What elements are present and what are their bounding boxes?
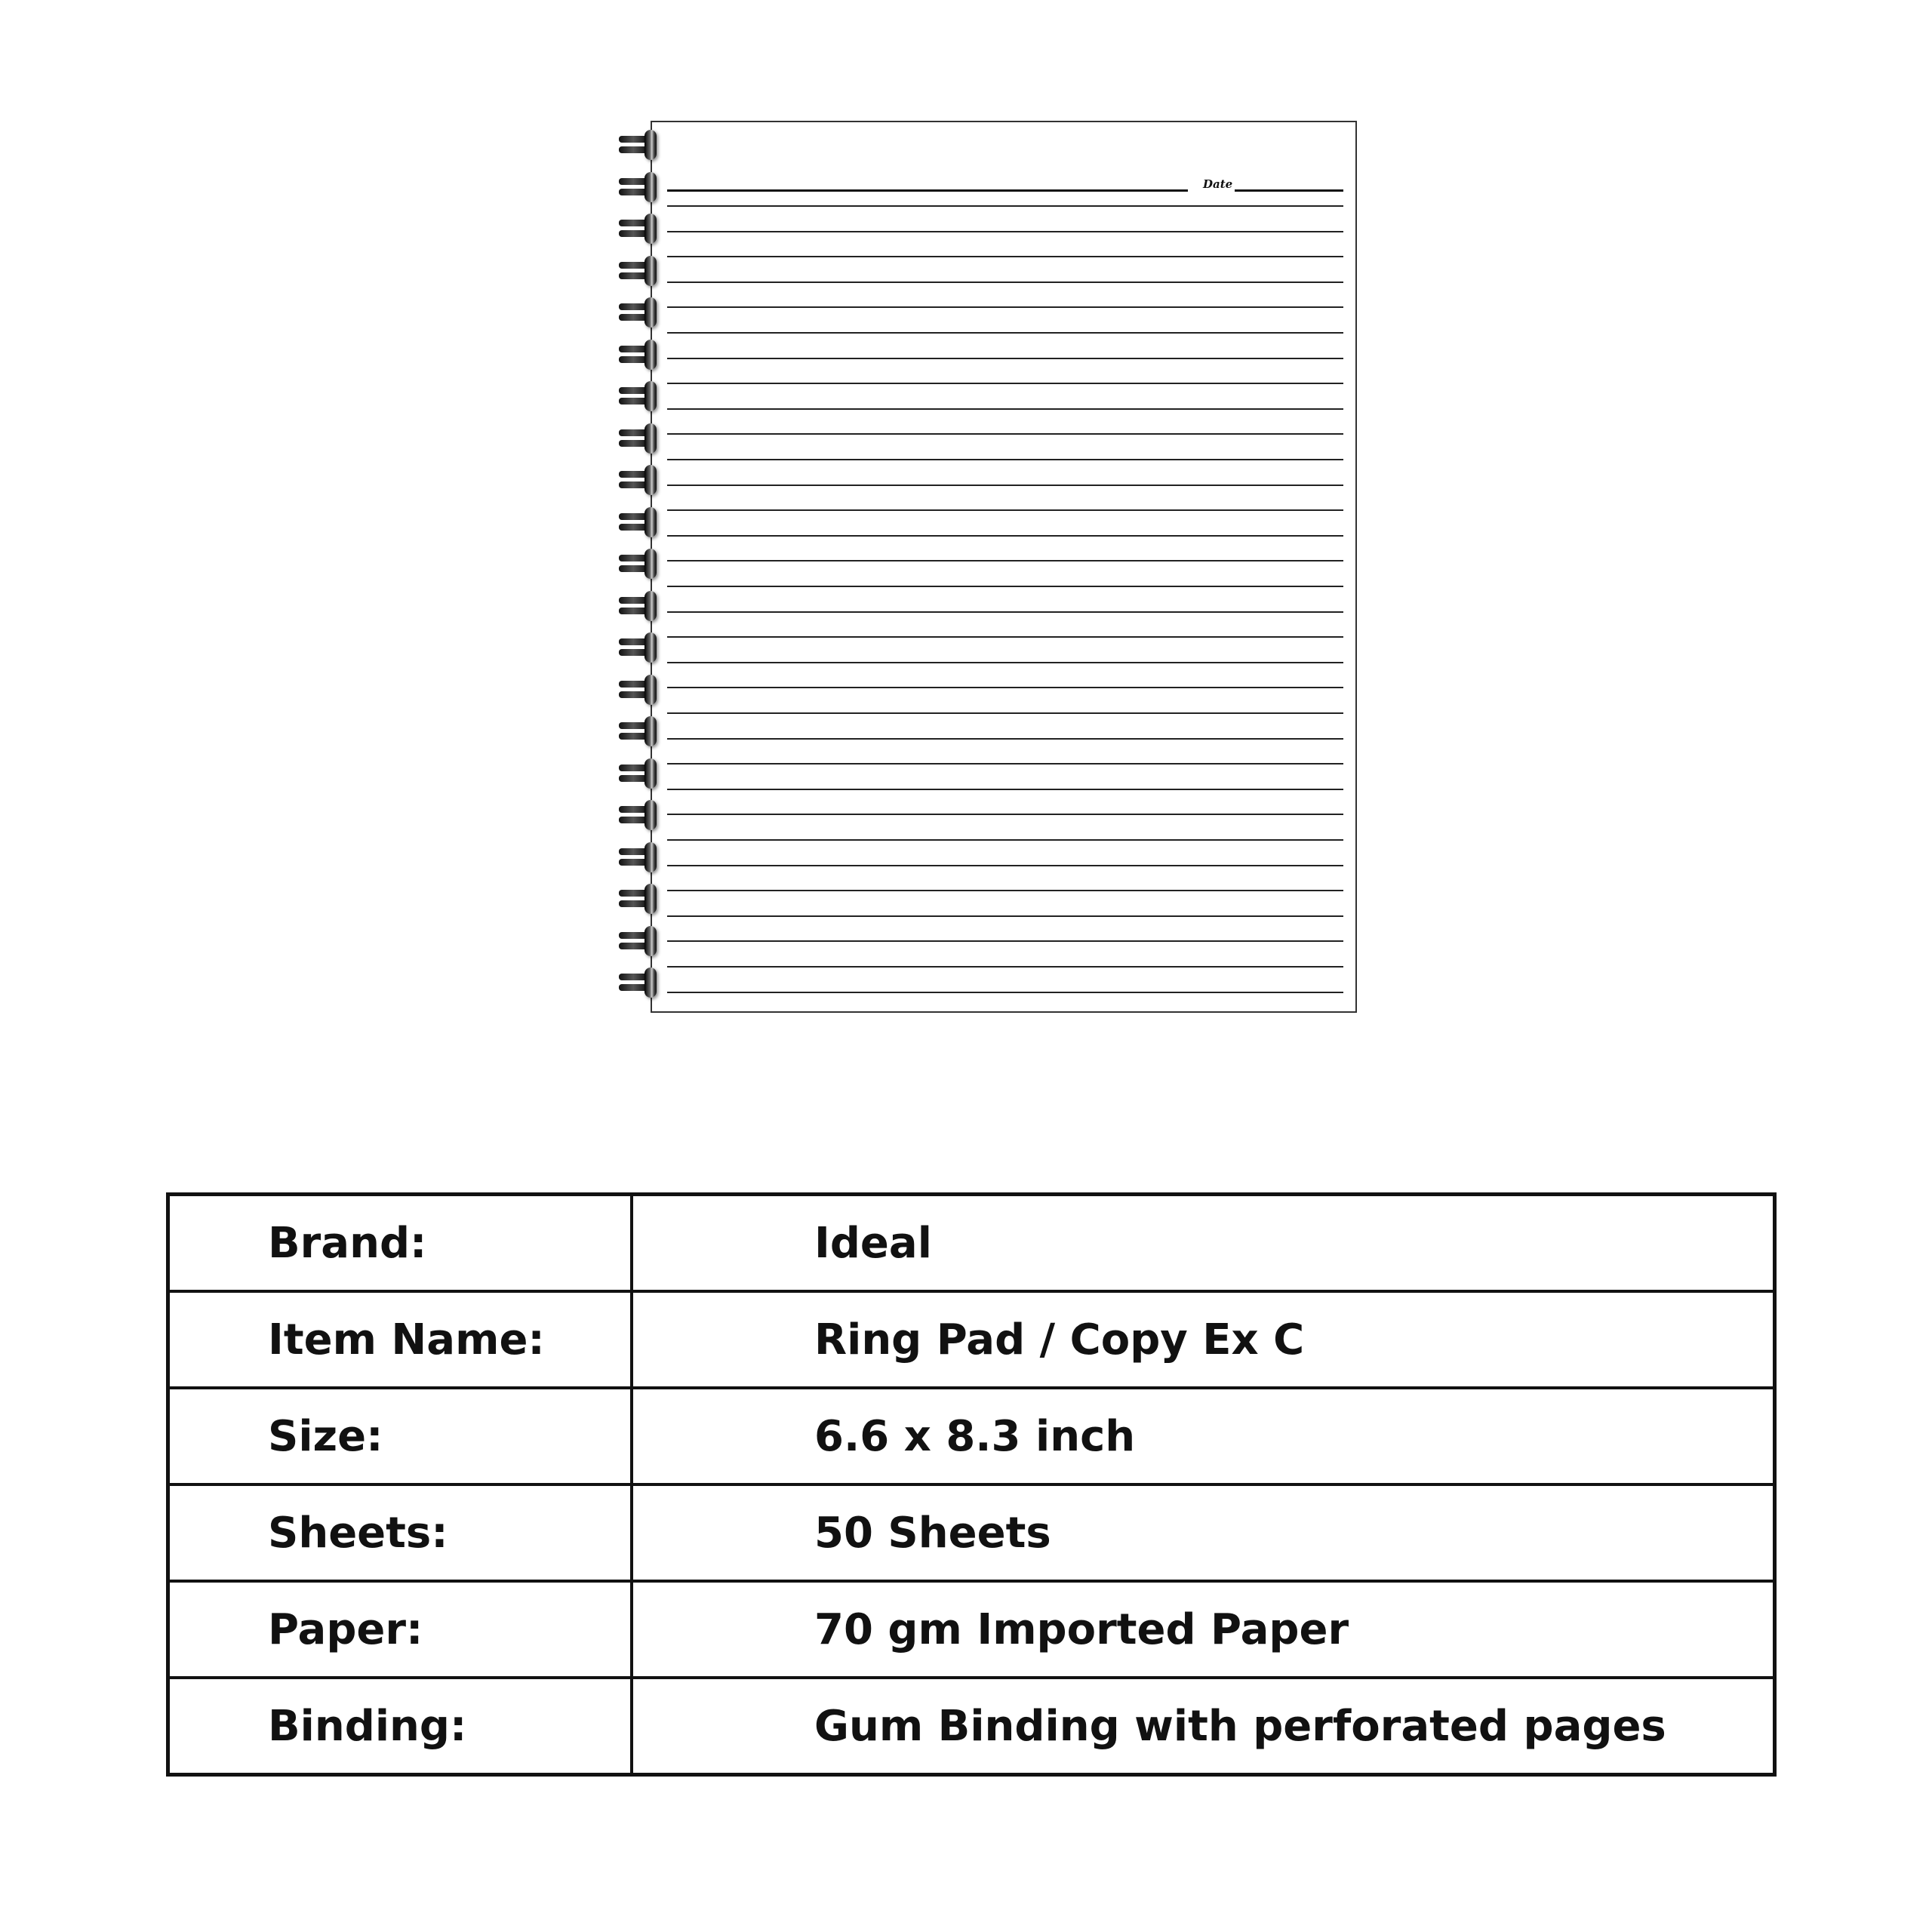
spec-value-binding: Gum Binding with perforated pages bbox=[632, 1678, 1775, 1775]
spiral-ring bbox=[619, 715, 664, 748]
spiral-ring bbox=[619, 171, 664, 204]
spec-value-sheets: 50 Sheets bbox=[632, 1484, 1775, 1581]
spiral-ring bbox=[619, 673, 664, 706]
ruled-line bbox=[667, 560, 1343, 561]
ruled-line bbox=[667, 814, 1343, 815]
spiral-ring bbox=[619, 422, 664, 455]
header-line bbox=[667, 189, 1188, 192]
ruled-line bbox=[667, 205, 1343, 207]
ruled-line bbox=[667, 433, 1343, 435]
spec-label-item-name: Item Name: bbox=[168, 1291, 632, 1388]
ruled-line bbox=[667, 966, 1343, 968]
ruled-line bbox=[667, 662, 1343, 663]
ruled-line bbox=[667, 890, 1343, 891]
ruled-line bbox=[667, 231, 1343, 232]
spiral-ring bbox=[619, 338, 664, 371]
spiral-ring bbox=[619, 798, 664, 832]
spiral-ring bbox=[619, 841, 664, 874]
spec-table bbox=[166, 1192, 1777, 1777]
date-row bbox=[667, 177, 1343, 192]
ruled-line bbox=[667, 383, 1343, 384]
ruled-line bbox=[667, 408, 1343, 410]
table-row bbox=[168, 1678, 1775, 1775]
spec-value-paper: 70 gm Imported Paper bbox=[632, 1581, 1775, 1678]
spiral-ring bbox=[619, 924, 664, 958]
ruled-line bbox=[667, 535, 1343, 537]
ruled-line bbox=[667, 915, 1343, 917]
ruled-line bbox=[667, 636, 1343, 638]
ruled-page bbox=[651, 121, 1357, 1013]
spiral-ring bbox=[619, 547, 664, 580]
ruled-line bbox=[667, 281, 1343, 283]
spec-label-sheets: Sheets: bbox=[168, 1484, 632, 1581]
spiral-ring bbox=[619, 380, 664, 413]
spec-label-binding: Binding: bbox=[168, 1678, 632, 1775]
ruled-line bbox=[667, 358, 1343, 359]
ruled-line bbox=[667, 611, 1343, 613]
table-row bbox=[168, 1484, 1775, 1581]
spec-value-size: 6.6 x 8.3 inch bbox=[632, 1388, 1775, 1484]
ruled-line bbox=[667, 940, 1343, 942]
ruled-line bbox=[667, 712, 1343, 714]
table-row bbox=[168, 1291, 1775, 1388]
spiral-ring bbox=[619, 463, 664, 497]
ruled-line bbox=[667, 839, 1343, 841]
notebook-illustration bbox=[619, 121, 1330, 1016]
table-row bbox=[168, 1581, 1775, 1678]
spec-label-size: Size: bbox=[168, 1388, 632, 1484]
ruled-line bbox=[667, 459, 1343, 460]
spec-label-paper: Paper: bbox=[168, 1581, 632, 1678]
ruled-line bbox=[667, 738, 1343, 740]
spiral-ring bbox=[619, 296, 664, 329]
spiral-ring bbox=[619, 254, 664, 288]
table-row bbox=[168, 1388, 1775, 1484]
ruled-line bbox=[667, 865, 1343, 866]
ruled-line bbox=[667, 485, 1343, 486]
date-line bbox=[1235, 189, 1343, 192]
spiral-ring bbox=[619, 212, 664, 245]
spiral-ring bbox=[619, 631, 664, 664]
ruled-line bbox=[667, 306, 1343, 308]
spiral-ring bbox=[619, 882, 664, 915]
spec-value-brand: Ideal bbox=[632, 1195, 1775, 1292]
ruled-line bbox=[667, 763, 1343, 764]
ruled-line bbox=[667, 509, 1343, 511]
spiral-ring bbox=[619, 506, 664, 539]
ruled-line bbox=[667, 586, 1343, 587]
spiral-ring bbox=[619, 757, 664, 790]
ruled-line bbox=[667, 332, 1343, 334]
spiral-ring bbox=[619, 589, 664, 623]
ruled-line bbox=[667, 687, 1343, 688]
spiral-ring bbox=[619, 966, 664, 999]
table-row bbox=[168, 1195, 1775, 1292]
spec-label-brand: Brand: bbox=[168, 1195, 632, 1292]
ruled-line bbox=[667, 992, 1343, 993]
spiral-ring bbox=[619, 128, 664, 162]
spec-value-item-name: Ring Pad / Copy Ex C bbox=[632, 1291, 1775, 1388]
ruled-line bbox=[667, 256, 1343, 257]
ruled-line bbox=[667, 789, 1343, 790]
date-label: Date bbox=[1203, 177, 1233, 191]
